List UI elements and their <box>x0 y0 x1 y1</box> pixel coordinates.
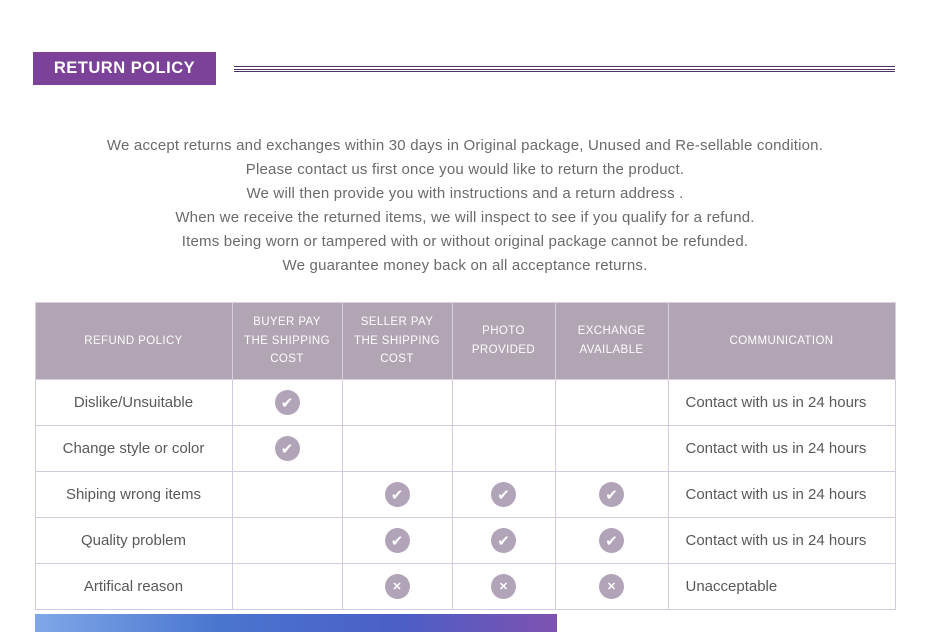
policy-name: Quality problem <box>35 518 232 564</box>
intro-line: We guarantee money back on all acceptance returns. <box>282 257 648 274</box>
cross-icon: ✕ <box>599 574 624 599</box>
check-icon: ✔ <box>275 390 300 415</box>
rule-line <box>234 71 895 72</box>
refund-policy-table <box>35 302 896 610</box>
intro-line: Items being worn or tampered with or without original package cannot be refunded. <box>181 233 749 250</box>
check-icon: ✔ <box>599 528 624 553</box>
rule-line <box>234 66 895 67</box>
mark-cell <box>452 472 555 518</box>
check-icon: ✔ <box>491 482 516 507</box>
table-row <box>35 472 895 518</box>
intro-line: When we receive the returned items, we will inspect to see if you qualify for a refund. <box>175 209 755 226</box>
gradient-bar <box>35 614 557 632</box>
check-icon: ✔ <box>385 482 410 507</box>
policy-name: Shiping wrong items <box>35 472 232 518</box>
mark-cell <box>342 380 452 426</box>
rule-line <box>234 69 895 70</box>
refund-table-body <box>35 380 895 610</box>
mark-cell <box>232 564 342 610</box>
communication-text: Contact with us in 24 hours <box>668 472 895 518</box>
mark-cell <box>555 518 668 564</box>
policy-intro <box>0 134 930 278</box>
mark-cell <box>342 518 452 564</box>
mark-cell <box>232 518 342 564</box>
check-icon: ✔ <box>385 528 410 553</box>
mark-cell <box>452 426 555 472</box>
mark-cell <box>342 426 452 472</box>
header-buyer-pay: BUYER PAY THE SHIPPING COST <box>232 303 342 380</box>
table-row <box>35 380 895 426</box>
mark-cell <box>342 564 452 610</box>
communication-text: Contact with us in 24 hours <box>668 518 895 564</box>
mark-cell <box>452 380 555 426</box>
header-refund-policy: REFUND POLICY <box>35 303 232 380</box>
return-policy-badge: RETURN POLICY <box>33 52 216 85</box>
check-icon: ✔ <box>275 436 300 461</box>
mark-cell <box>555 564 668 610</box>
mark-cell <box>232 426 342 472</box>
header-communication: COMMUNICATION <box>668 303 895 380</box>
communication-text: Unacceptable <box>668 564 895 610</box>
mark-cell <box>555 380 668 426</box>
table-header <box>35 303 895 380</box>
check-icon: ✔ <box>491 528 516 553</box>
policy-name: Dislike/Unsuitable <box>35 380 232 426</box>
table-row <box>35 426 895 472</box>
page-header <box>0 0 930 85</box>
decorative-rules-icon <box>234 66 895 72</box>
mark-cell <box>555 472 668 518</box>
mark-cell <box>232 380 342 426</box>
cross-icon: ✕ <box>491 574 516 599</box>
intro-line: Please contact us first once you would like to return the product. <box>245 161 685 178</box>
mark-cell <box>452 564 555 610</box>
header-exchange: EXCHANGE AVAILABLE <box>555 303 668 380</box>
intro-line: We will then provide you with instructions and a return address . <box>246 185 684 202</box>
mark-cell <box>452 518 555 564</box>
communication-text: Contact with us in 24 hours <box>668 426 895 472</box>
header-photo-provided: PHOTO PROVIDED <box>452 303 555 380</box>
mark-cell <box>342 472 452 518</box>
policy-name: Change style or color <box>35 426 232 472</box>
check-icon: ✔ <box>599 482 624 507</box>
policy-name: Artifical reason <box>35 564 232 610</box>
table-row <box>35 564 895 610</box>
cross-icon: ✕ <box>385 574 410 599</box>
intro-line: We accept returns and exchanges within 30 days in Original package, Unused and Re-sellable condition. <box>106 137 824 154</box>
table-row <box>35 518 895 564</box>
communication-text: Contact with us in 24 hours <box>668 380 895 426</box>
mark-cell <box>232 472 342 518</box>
header-seller-pay: SELLER PAY THE SHIPPING COST <box>342 303 452 380</box>
mark-cell <box>555 426 668 472</box>
